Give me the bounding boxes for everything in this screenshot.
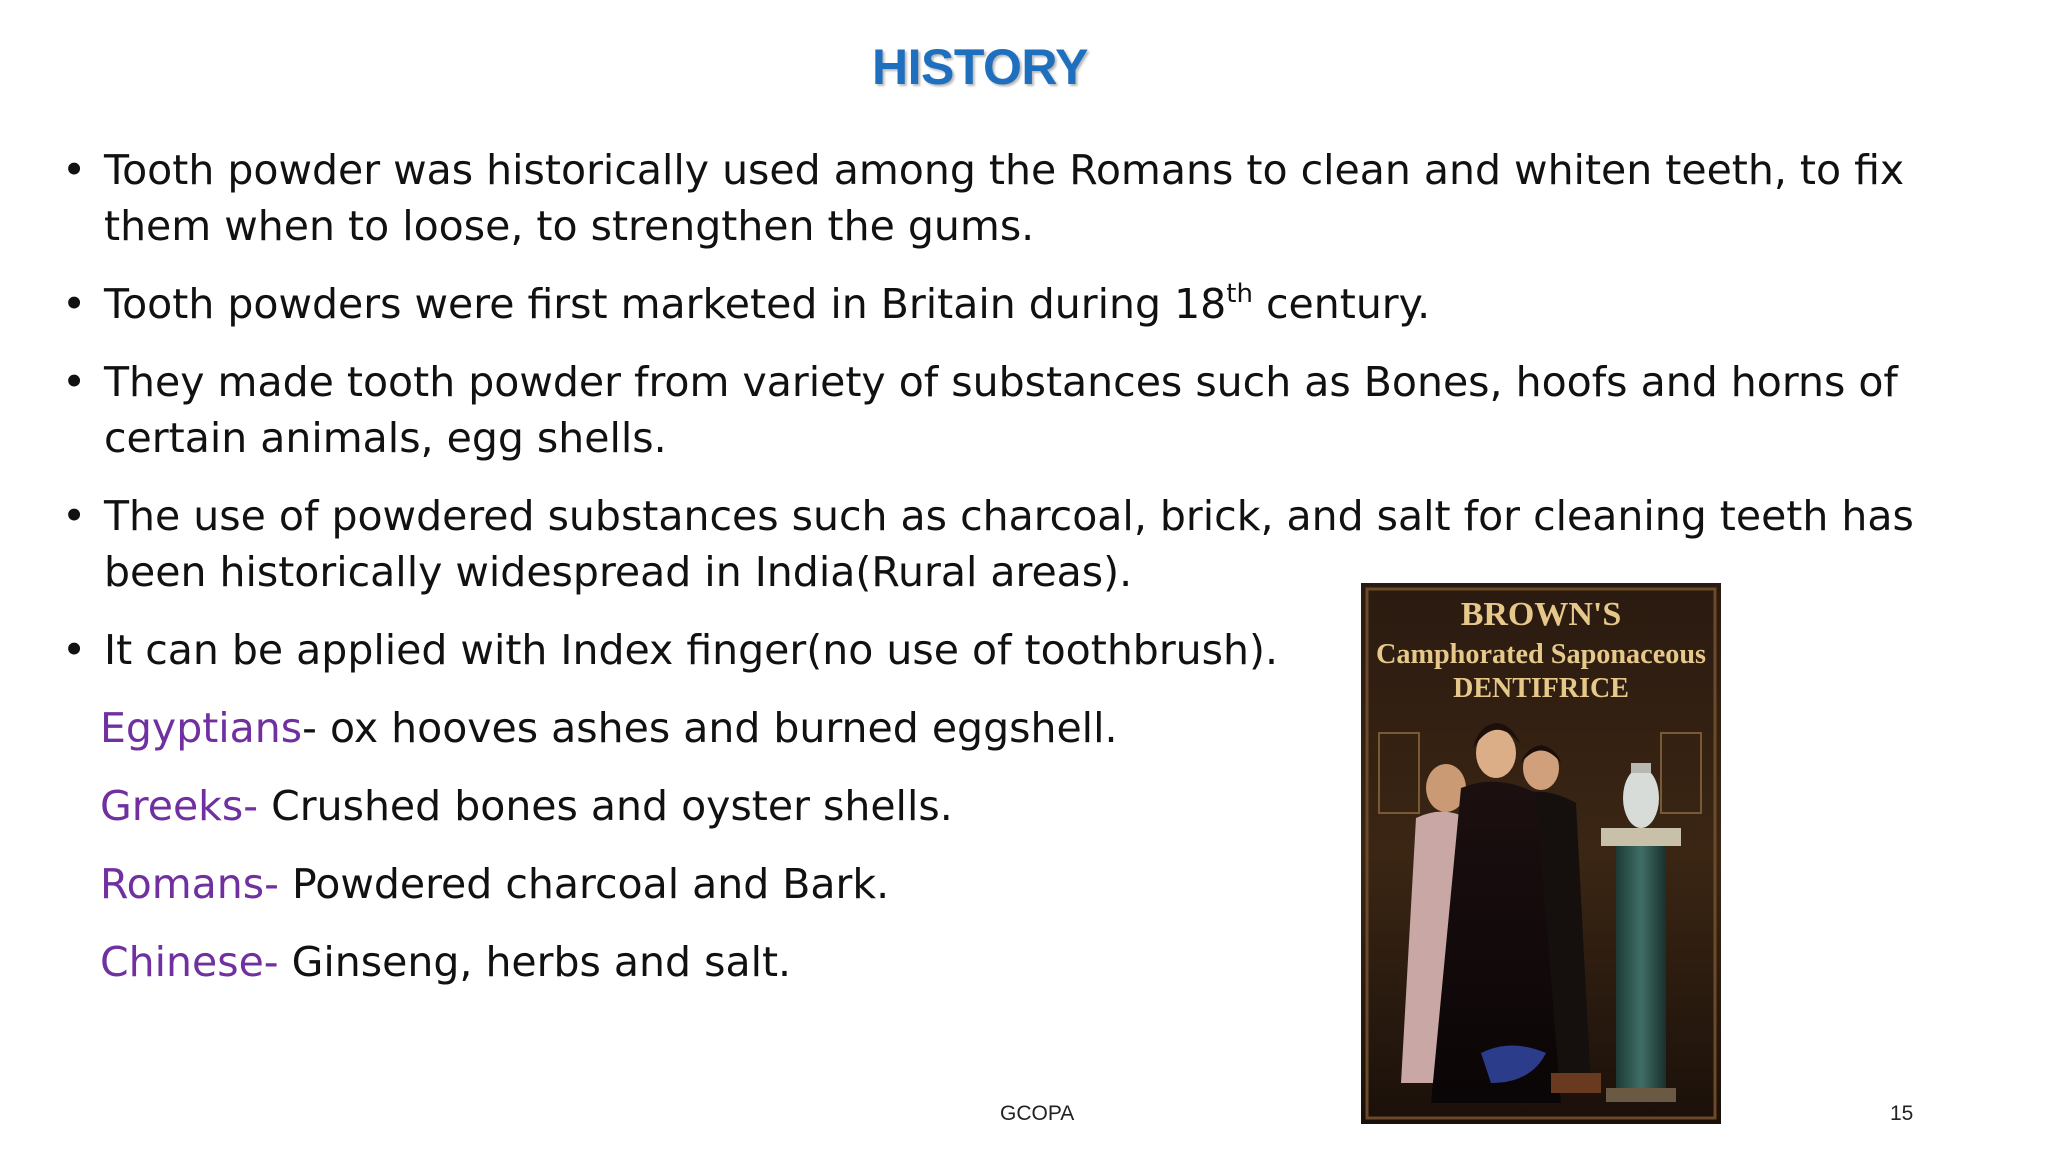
footer-text: GCOPA [1000,1102,1075,1125]
bullet-text: They made tooth powder from variety of substances such as Bones, hoofs and horns of certain animals, egg shells. [104,358,1898,462]
civilization-list [100,700,1118,1012]
ordinal-superscript: th [1226,279,1253,309]
civilization-term: Egyptians [100,704,303,752]
bullet-icon: • [62,626,87,674]
civilization-item [100,934,1118,990]
bullet-text-end: century. [1252,280,1431,328]
civilization-item [100,700,1118,756]
civilization-term: Romans- [100,860,279,908]
bullet-text: It can be applied with Index finger(no use of toothbrush). [104,626,1279,674]
bullet-item [62,276,1962,332]
bullet-item [62,354,1962,466]
bullet-text: Tooth powders were first marketed in Britain during 18 [104,280,1227,328]
page-number: 15 [1890,1102,1914,1125]
slide-title: HISTORY [872,39,1088,95]
civilization-description: Powdered charcoal and Bark. [278,860,890,908]
bullet-icon: • [62,280,87,328]
civilization-term: Greeks- [100,782,259,830]
civilization-description: Crushed bones and oyster shells. [258,782,953,830]
bullet-icon: • [62,146,87,194]
poster-subtitle-text: Camphorated Saponaceous [1376,638,1706,670]
civilization-description: Ginseng, herbs and salt. [278,938,792,986]
poster-product-text: DENTIFRICE [1453,673,1629,704]
bullet-icon: • [62,492,87,540]
civilization-item [100,856,1118,912]
bullet-item [62,142,1962,254]
civilization-term: Chinese- [100,938,279,986]
bullet-text: Tooth powder was historically used among the Romans to clean and whiten teeth, to fix them when to loose, to strengthen the gums. [104,146,1905,250]
poster-brand-text: BROWN'S [1460,596,1622,633]
civilization-item [100,778,1118,834]
bullet-icon: • [62,358,87,406]
dentifrice-poster-image [1361,583,1721,1124]
civilization-description: - ox hooves ashes and burned eggshell. [302,704,1118,752]
bullet-text: The use of powdered substances such as charcoal, brick, and salt for cleaning teeth has been historically widespread in India(Rural areas). [104,492,1914,596]
